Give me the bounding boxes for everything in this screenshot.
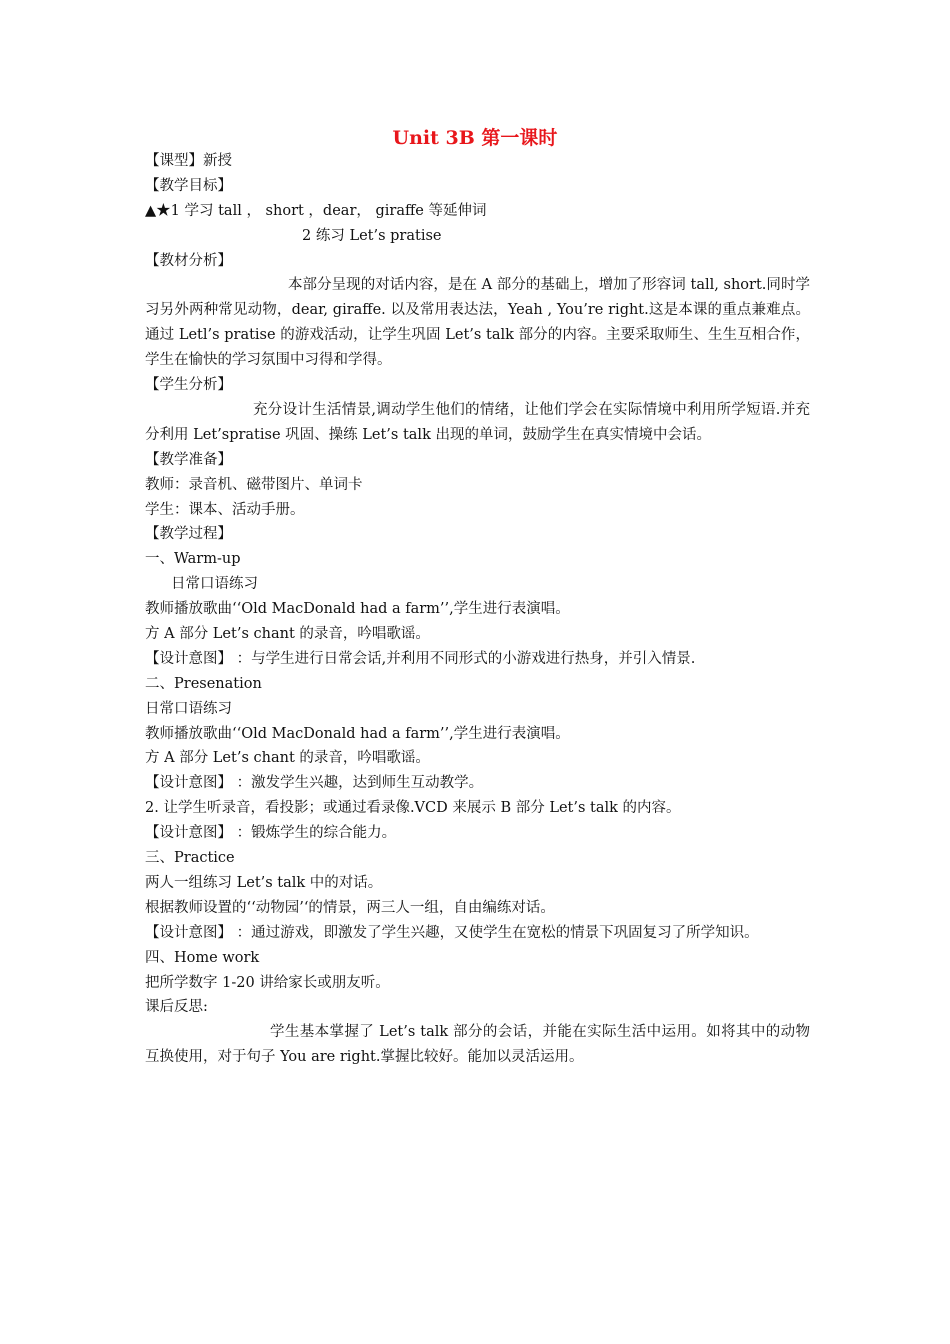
section-3-pair: 两人一组练习 Let’s talk 中的对话。 [145,874,383,891]
section-2-design-2: 【设计意图】 ：锻炼学生的综合能力。 [145,825,397,842]
prep-heading: 【教学准备】 [145,451,232,468]
section-3-heading: 三、Practice [145,850,235,867]
section-1-song: 教师播放歌曲‘‘Old MacDonald had a farm’’,学生进行表演唱。 [145,601,570,618]
section-1-daily: 日常口语练习 [171,576,258,593]
goal-2: 2 练习 Let’s pratise [302,227,442,244]
goals-heading: 【教学目标】 [145,177,232,194]
lesson-type: 【课型】新授 [145,153,232,169]
student-heading: 【学生分析】 [145,377,232,394]
student-paragraph: 充分设计生活情景,调动学生他们的情绪，让他们学会在实际情境中利用所学短语.并充分利用 Let’spratise 巩固、操练 Let’s talk 出现的单词，鼓励学生在真实情境中会话。 [145,401,810,443]
section-2-heading: 二、Presenation [145,675,262,692]
section-2-item-2: 2. 让学生听录音，看投影；或通过看录像.VCD 来展示 B 部分 Let’s talk 的内容。 [145,800,681,817]
material-paragraph: 本部分呈现的对话内容，是在 A 部分的基础上，增加了形容词 tall, short.同时学习另外两种常见动物，dear, giraffe. 以及常用表达法，Yeah , You’re right.这是本课的重点兼难点。通过 Letl’s pratise 的游戏活动，让学生巩固 Let’s talk 部分的内容。主要采取师生、生生互相合作，学生在愉快的学习氛围中习得和学得。 [145,277,810,369]
reflection-paragraph: 学生基本掌握了 Let’s talk 部分的会话，并能在实际生活中运用。如将其中的动物互换使用，对于句子 You are right.掌握比较好。能加以灵活运用。 [145,1024,810,1066]
process-heading: 【教学过程】 [145,526,232,543]
section-2-chant: 方 A 部分 Let’s chant 的录音，吟唱歌谣。 [145,750,430,767]
section-1-chant: 方 A 部分 Let’s chant 的录音，吟唱歌谣。 [145,626,430,643]
section-2-design-1: 【设计意图】 ：激发学生兴趣，达到师生互动教学。 [145,775,484,792]
section-3-zoo: 根据教师设置的‘‘动物园’‘的情景，两三人一组，自由编练对话。 [145,899,555,916]
prep-student: 学生：课本、活动手册。 [145,501,305,518]
section-1-heading: 一、Warm-up [145,551,241,568]
section-4-text: 把所学数字 1-20 讲给家长或朋友听。 [145,974,390,991]
section-2-daily: 日常口语练习 [145,700,232,717]
section-2-song: 教师播放歌曲‘‘Old MacDonald had a farm’’,学生进行表演唱。 [145,725,570,742]
section-4-heading: 四、Home work [145,949,260,966]
section-1-design: 【设计意图】 ：与学生进行日常会话,并利用不同形式的小游戏进行热身，并引入情景. [145,650,696,667]
material-heading: 【教材分析】 [145,252,232,269]
prep-teacher: 教师：录音机、磁带图片、单词卡 [145,476,363,493]
section-3-design: 【设计意图】 ：通过游戏，即激发了学生兴趣，又使学生在宽松的情景下巩固复习了所学知识。 [145,924,759,941]
reflection-heading: 课后反思: [145,999,208,1016]
goal-1: ▲★1 学习 tall ， short ，dear， giraffe 等延伸词 [145,202,487,219]
document-title: Unit 3B 第一课时 [392,127,558,149]
document-body [145,149,810,1070]
